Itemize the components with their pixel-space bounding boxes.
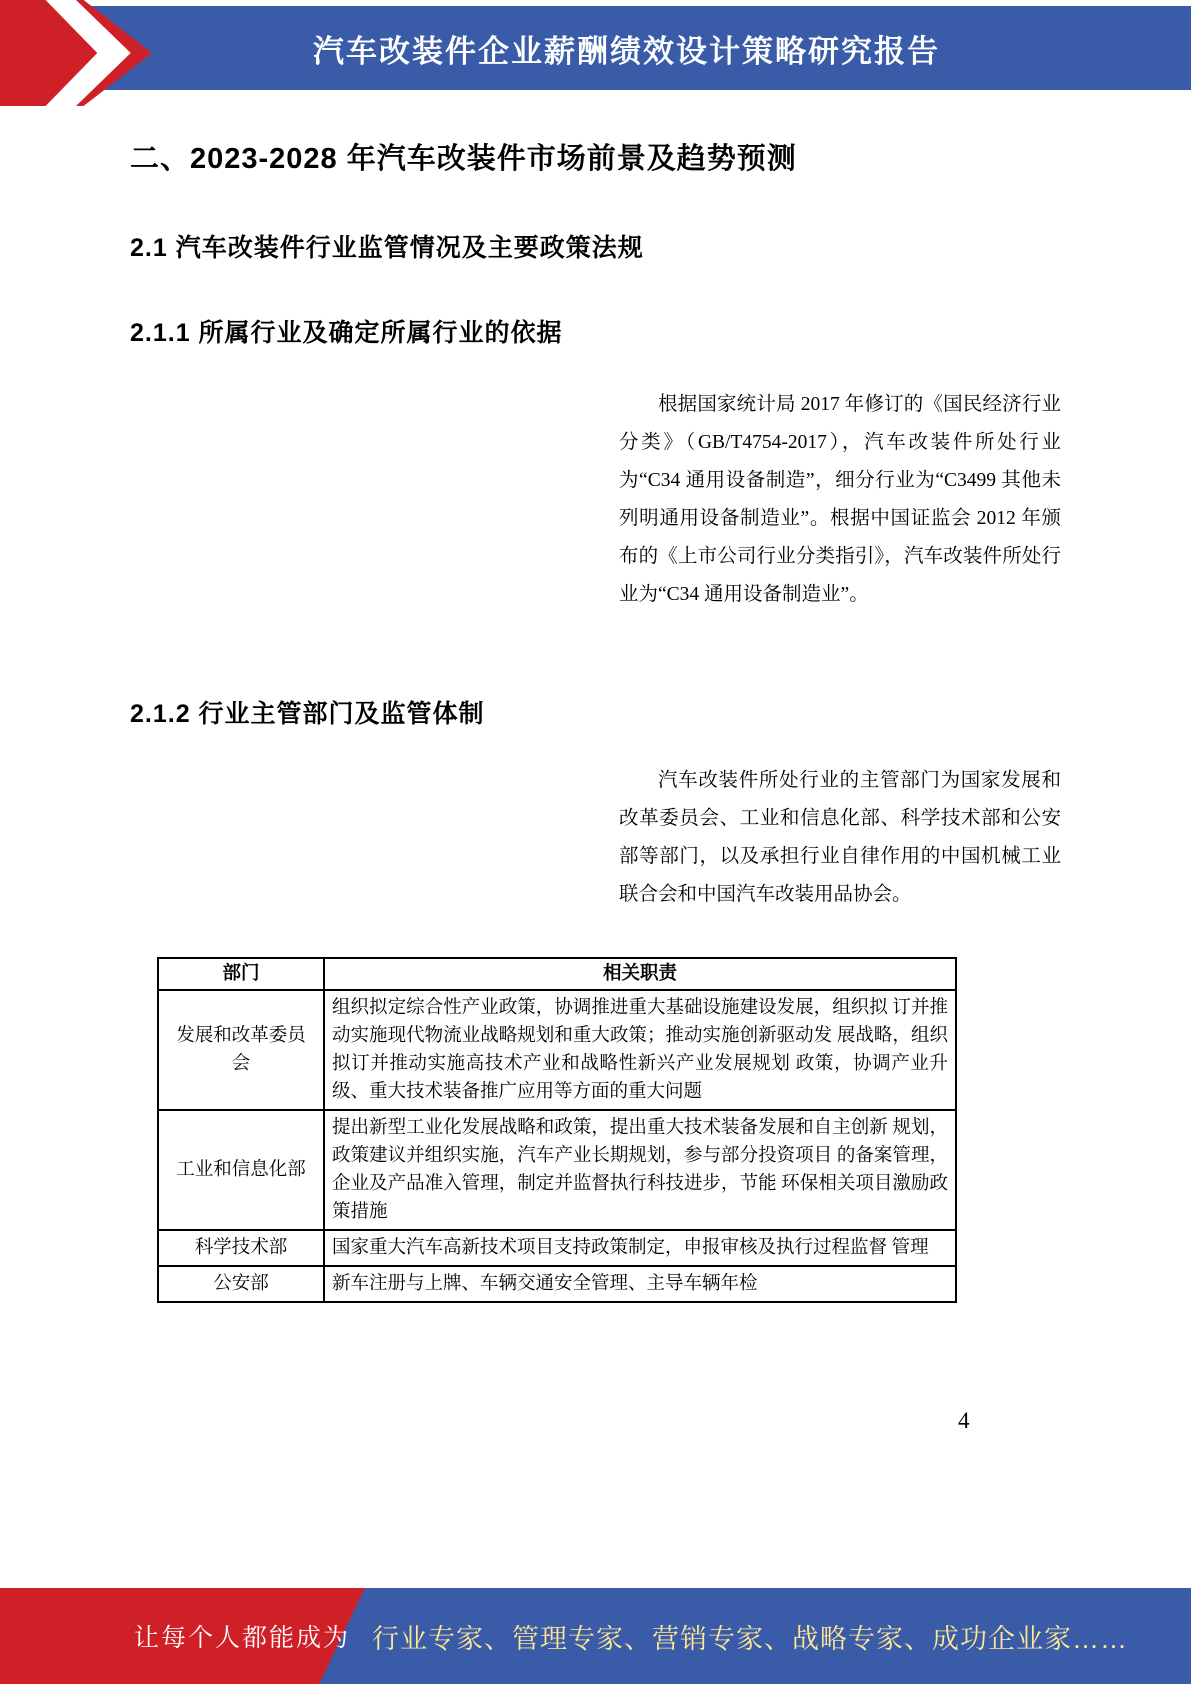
paragraph-2-1-2: 汽车改装件所处行业的主管部门为国家发展和改革委员会、工业和信息化部、科学技术部和公安部等部门，以及承担行业自律作用的中国机械工业联合会和中国汽车改装用品协会。	[619, 770, 1061, 905]
table-row	[158, 1110, 956, 1230]
departments-table	[157, 957, 957, 1303]
chevron-arrow-icon	[0, 0, 152, 106]
table-row	[158, 990, 956, 1110]
dept-cell: 公安部	[158, 1266, 324, 1302]
header-bar	[62, 6, 1191, 90]
table-header-duty: 相关职责	[324, 958, 956, 990]
table-header-row	[158, 958, 956, 990]
paragraph-2-1-1: 根据国家统计局 2017 年修订的《国民经济行业分类》（GB/T4754-2017），汽车改装件所处行业为“C34 通用设备制造”，细分行业为“C3499 其他未列明通用设备制造业”。根据中国证监会 2012 年颁布的《上市公司行业分类指引》，汽车改装件所处行业为“C34 通用设备制造业”。	[619, 394, 1061, 605]
table-row	[158, 1266, 956, 1302]
dept-cell: 工业和信息化部	[158, 1110, 324, 1230]
footer-slogan-right: 行业专家、管理专家、营销专家、战略专家、成功企业家……	[372, 1623, 1128, 1654]
duty-cell: 组织拟定综合性产业政策，协调推进重大基础设施建设发展，组织拟 订并推动实施现代物流业战略规划和重大政策；推动实施创新驱动发 展战略，组织拟订并推动实施高技术产业和战略性新兴产业发展规划 政策，协调产业升级、重大技术装备推广应用等方面的重大问题	[324, 990, 956, 1110]
page-number: 4	[958, 1408, 970, 1433]
table-header-dept: 部门	[158, 958, 324, 990]
duty-cell: 提出新型工业化发展战略和政策，提出重大技术装备发展和自主创新 规划，政策建议并组织实施，汽车产业长期规划，参与部分投资项目 的备案管理，企业及产品准入管理，制定并监督执行科技进步，节能 环保相关项目激励政策措施	[324, 1110, 956, 1230]
section-heading-2-1-2: 2.1.2 行业主管部门及监管体制	[130, 700, 485, 728]
dept-cell: 发展和改革委员 会	[158, 990, 324, 1110]
duty-cell: 国家重大汽车高新技术项目支持政策制定，申报审核及执行过程监督 管理	[324, 1230, 956, 1266]
dept-cell: 科学技术部	[158, 1230, 324, 1266]
report-title: 汽车改装件企业薪酬绩效设计策略研究报告	[313, 33, 940, 69]
duty-cell: 新车注册与上牌、车辆交通安全管理、主导车辆年检	[324, 1266, 956, 1302]
page-header	[0, 0, 1191, 108]
footer-slogan-left: 让每个人都能成为	[134, 1624, 351, 1652]
page-footer	[0, 1588, 1191, 1684]
section-heading-2-1-1: 2.1.1 所属行业及确定所属行业的依据	[130, 319, 563, 347]
table-row	[158, 1230, 956, 1266]
chapter-heading: 二、2023-2028 年汽车改装件市场前景及趋势预测	[130, 143, 797, 175]
section-heading-2-1: 2.1 汽车改装件行业监管情况及主要政策法规	[130, 234, 644, 262]
